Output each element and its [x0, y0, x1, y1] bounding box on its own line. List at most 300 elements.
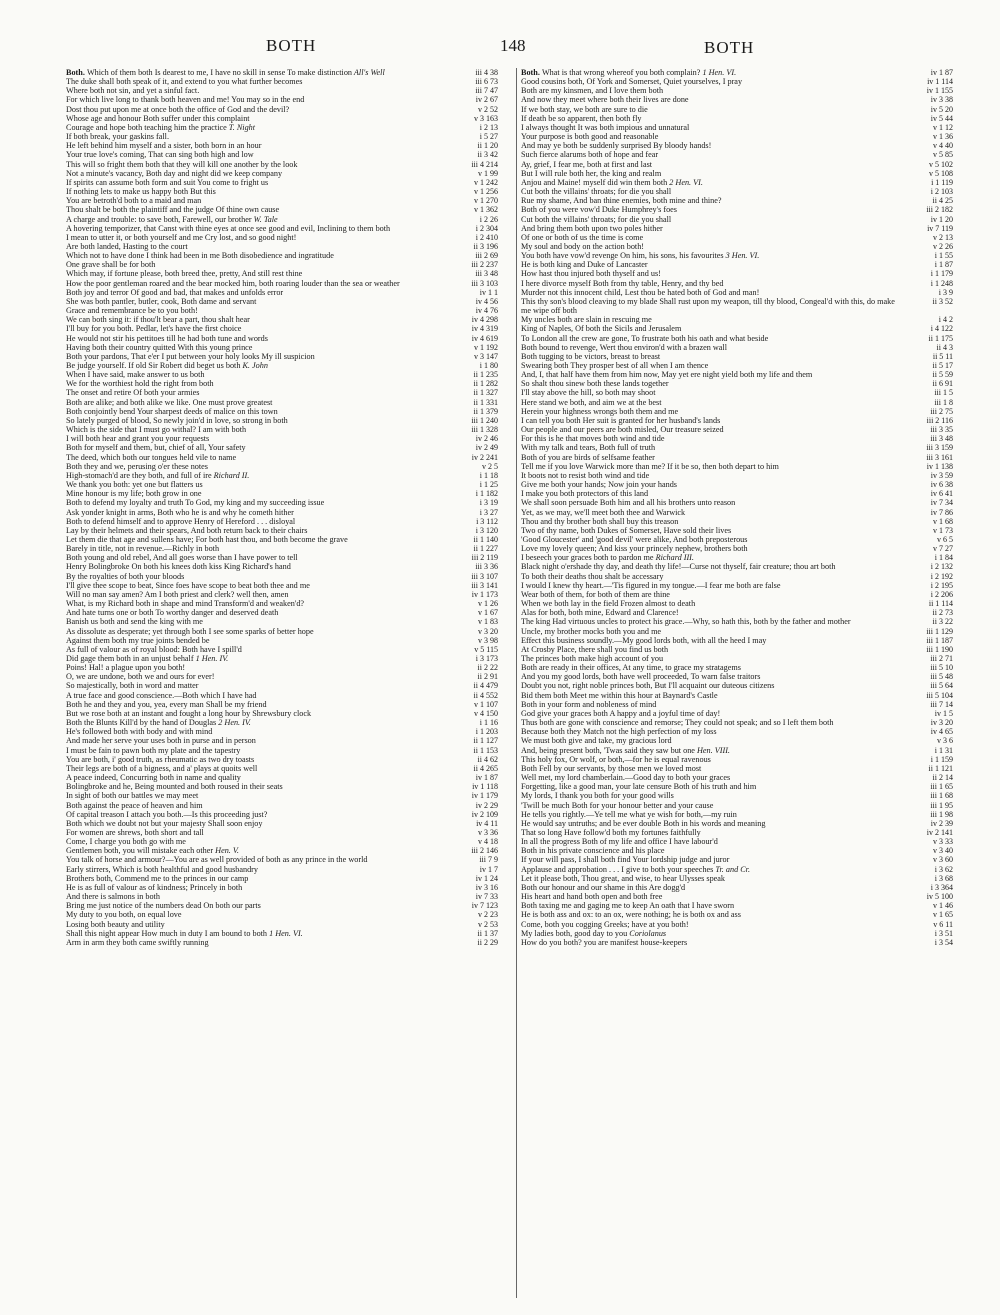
header-left-headword: BOTH — [266, 36, 317, 55]
entry-text: Dost thou put upon me at once both the office of God and the devil? — [66, 104, 290, 114]
entry-text: Both to defend himself and to approve Henry of Hereford . . . disloyal — [66, 516, 296, 526]
concordance-entry — [66, 883, 498, 892]
entry-reference: v 2 26 — [933, 241, 953, 251]
entry-text: Arm in arm they both came swiftly running — [66, 937, 209, 947]
concordance-entry — [521, 215, 953, 224]
entry-reference: ii 5 17 — [932, 361, 953, 370]
concordance-entry — [66, 324, 498, 333]
entry-text: Both in your form and nobleness of mind — [521, 699, 657, 709]
concordance-entry — [521, 489, 953, 498]
entry-reference: iii 3 159 — [926, 443, 953, 453]
entry-text: Your purpose is both good and reasonable — [521, 132, 659, 142]
concordance-entry — [66, 654, 498, 663]
entry-quotation — [66, 572, 450, 581]
entry-text: Which may, if fortune please, both breed thee, pretty, And still rest thine — [66, 269, 303, 279]
entry-quotation — [66, 297, 450, 306]
entry-text: Henry Bolingbroke On both his knees doth kiss King Richard's hand — [66, 562, 291, 572]
entry-reference: iii 2 71 — [930, 654, 953, 663]
entry-reference: v 3 20 — [478, 626, 498, 636]
entry-quotation — [66, 517, 450, 526]
entry-quotation — [521, 746, 905, 755]
entry-quotation — [521, 874, 905, 883]
concordance-entry — [66, 343, 498, 352]
entry-headword: Both. — [66, 68, 87, 77]
concordance-entry — [66, 279, 498, 288]
entry-reference: ii 1 127 — [473, 736, 498, 746]
entry-reference: ii 4 479 — [473, 681, 498, 691]
entry-text: I make you both protectors of this land — [521, 489, 649, 499]
concordance-entry — [521, 746, 953, 755]
concordance-entry — [66, 517, 498, 526]
entry-reference: i 3 68 — [934, 873, 953, 883]
entry-quotation — [521, 801, 905, 810]
entry-text: With my talk and tears, Both full of truth — [521, 443, 656, 453]
entry-reference: ii 3 42 — [477, 150, 498, 160]
entry-quotation — [66, 883, 450, 892]
entry-play-title: T. Night — [226, 122, 256, 132]
entry-reference: ii 5 11 — [932, 351, 953, 361]
concordance-entry — [66, 736, 498, 745]
entry-text: I will both hear and grant you your requests — [66, 434, 210, 444]
entry-quotation — [521, 425, 905, 434]
concordance-entry — [66, 636, 498, 645]
page-number: 148 — [500, 36, 526, 55]
entry-text: Cut both the villains' throats; for die you shall — [521, 214, 672, 224]
concordance-entry — [66, 150, 498, 159]
concordance-entry — [66, 68, 498, 77]
entry-text: Mine honour is my life; both grow in one — [66, 489, 202, 499]
concordance-entry — [521, 462, 953, 471]
entry-quotation — [521, 279, 905, 288]
entry-quotation — [521, 453, 905, 462]
entry-quotation — [66, 709, 450, 718]
entry-reference: i 2 103 — [930, 187, 953, 197]
concordance-entry — [66, 407, 498, 416]
concordance-entry — [521, 700, 953, 709]
entry-quotation — [521, 526, 905, 535]
entry-text: Anjou and Maine! myself did win them both — [521, 177, 668, 187]
concordance-entry — [521, 361, 953, 370]
entry-reference: v 1 12 — [933, 122, 953, 132]
entry-text: And, being present both, 'Twas said they saw but one — [521, 745, 695, 755]
entry-quotation — [521, 114, 905, 123]
entry-quotation — [66, 205, 450, 214]
entry-reference: ii 4 62 — [477, 754, 498, 764]
entry-reference: i 3 51 — [934, 928, 953, 938]
entry-reference: i 1 87 — [934, 260, 953, 270]
entry-reference: v 5 108 — [929, 168, 953, 178]
entry-text: I'll stay above the hill, so both may shoot — [521, 388, 656, 398]
entry-play-title: K. John — [240, 361, 268, 370]
entry-quotation — [521, 388, 905, 397]
entry-reference: ii 4 265 — [473, 763, 498, 773]
entry-reference: ii 1 37 — [477, 928, 498, 938]
concordance-entry — [66, 892, 498, 901]
entry-quotation — [521, 553, 905, 562]
entry-quotation — [521, 462, 905, 471]
entry-quotation — [66, 929, 450, 938]
entry-quotation — [521, 288, 905, 297]
entry-text: Well met, my lord chamberlain.—Good day to both your graces — [521, 773, 731, 783]
entry-reference: iv 5 44 — [930, 113, 953, 123]
concordance-entry — [521, 544, 953, 553]
concordance-entry — [521, 77, 953, 86]
entry-quotation — [521, 398, 905, 407]
concordance-entry — [521, 535, 953, 544]
concordance-entry — [66, 370, 498, 379]
concordance-entry — [66, 828, 498, 837]
entry-reference: iii 2 146 — [471, 846, 498, 856]
entry-text: Both young and old rebel, And all goes worse than I have power to tell — [66, 553, 298, 563]
entry-text: In sight of both our battles we may meet — [66, 791, 199, 801]
concordance-entry — [66, 260, 498, 269]
entry-text: When we both lay in the field Frozen almost to death — [521, 599, 696, 609]
concordance-entry — [521, 297, 953, 315]
concordance-entry — [66, 288, 498, 297]
entry-reference: iii 2 182 — [926, 205, 953, 215]
concordance-entry — [521, 123, 953, 132]
entry-text: He is as full of valour as of kindness; Princely in both — [66, 882, 243, 892]
concordance-entry — [521, 388, 953, 397]
concordance-entry — [66, 141, 498, 150]
concordance-entry — [521, 334, 953, 343]
concordance-entry — [66, 910, 498, 919]
entry-reference: iii 7 47 — [475, 86, 498, 96]
entry-quotation — [521, 736, 905, 745]
entry-reference: iv 7 34 — [930, 498, 953, 508]
entry-quotation — [66, 938, 450, 947]
left-column — [66, 68, 498, 1298]
entry-text: Will no man say amen? Am I both priest and clerk? well then, amen — [66, 589, 289, 599]
concordance-entry — [521, 773, 953, 782]
entry-reference: iv 1 1 — [479, 287, 498, 297]
entry-quotation — [66, 791, 450, 800]
entry-text: Both our honour and our shame in this Are dogg'd — [521, 882, 686, 892]
entry-quotation — [66, 746, 450, 755]
entry-reference: iv 4 11 — [476, 818, 498, 828]
concordance-entry — [66, 425, 498, 434]
entry-reference: v 3 6 — [937, 736, 953, 746]
entry-text: And hate turns one or both To worthy danger and deserved death — [66, 608, 279, 618]
concordance-entry — [521, 68, 953, 77]
entry-text: Such fierce alarums both of hope and fear — [521, 150, 659, 160]
concordance-entry — [521, 691, 953, 700]
entry-reference: i 2 206 — [930, 589, 953, 599]
entry-quotation — [66, 187, 450, 196]
concordance-entry — [66, 709, 498, 718]
entry-quotation — [66, 434, 450, 443]
concordance-entry — [66, 920, 498, 929]
concordance-entry — [66, 727, 498, 736]
entry-quotation — [521, 562, 905, 571]
entry-reference: ii 3 52 — [932, 296, 953, 306]
entry-text: My lords, I thank you both for your good wills — [521, 791, 674, 801]
entry-quotation — [521, 187, 905, 196]
entry-text: My soul and body on the action both! — [521, 241, 645, 251]
entry-reference: i 1 159 — [930, 754, 953, 764]
entry-quotation — [66, 169, 450, 178]
entry-reference: iv 6 38 — [930, 480, 953, 490]
concordance-entry — [66, 480, 498, 489]
concordance-entry — [521, 443, 953, 452]
concordance-entry — [521, 526, 953, 535]
entry-text: I here divorce myself Both from thy table, Henry, and thy bed — [521, 278, 724, 288]
concordance-entry — [521, 855, 953, 864]
entry-reference: v 4 40 — [933, 141, 953, 151]
entry-text: I'll buy for you both. Pedlar, let's have the first choice — [66, 324, 242, 334]
entry-text: She was both pantler, butler, cook, Both dame and servant — [66, 296, 257, 306]
entry-text: As dissolute as desperate; yet through both I see some sparks of better hope — [66, 626, 314, 636]
entry-quotation — [66, 828, 450, 837]
concordance-entry — [521, 517, 953, 526]
entry-text: If spirits can assume both form and suit You come to fright us — [66, 177, 269, 187]
entry-quotation — [521, 77, 905, 86]
entry-quotation — [521, 718, 905, 727]
concordance-entry — [66, 306, 498, 315]
entry-text: Alas for both, both mine, Edward and Clarence! — [521, 608, 679, 618]
entry-reference: iii 3 141 — [471, 580, 498, 590]
entry-quotation — [521, 764, 905, 773]
entry-quotation — [521, 819, 905, 828]
entry-text: We shall soon persuade Both him and all his brothers unto reason — [521, 498, 736, 508]
entry-reference: iii 7 14 — [930, 699, 953, 709]
entry-text: So lately purged of blood, So newly join'd in love, so strong in both — [66, 415, 288, 425]
entry-reference: iv 4 65 — [930, 727, 953, 737]
concordance-entry — [521, 645, 953, 654]
entry-reference: iii 3 161 — [926, 452, 953, 462]
concordance-entry — [66, 315, 498, 324]
entry-text: Give me both your hands; Now join your hands — [521, 480, 677, 490]
entry-text: Thou shalt be both the plaintiff and the judge Of thine own cause — [66, 205, 280, 215]
entry-quotation — [521, 581, 905, 590]
entry-reference: i 4 122 — [930, 324, 953, 334]
entry-text: Both your pardons, That e'er I put between your holy looks My ill suspicion — [66, 351, 315, 361]
entry-reference: iii 1 8 — [934, 397, 953, 407]
entry-quotation — [66, 764, 450, 773]
concordance-entry — [66, 498, 498, 507]
entry-quotation — [521, 480, 905, 489]
entry-reference: iii 2 69 — [475, 251, 498, 261]
concordance-entry — [521, 105, 953, 114]
entry-reference: ii 1 175 — [928, 333, 953, 343]
entry-quotation — [521, 416, 905, 425]
concordance-entry — [66, 700, 498, 709]
entry-text: Their legs are both of a bigness, and a' plays at quoits well — [66, 763, 258, 773]
entry-reference: v 1 192 — [474, 342, 498, 352]
entry-text: If both break, your gaskins fall. — [66, 132, 169, 142]
concordance-entry — [521, 178, 953, 187]
entry-reference: iv 2 109 — [471, 809, 498, 819]
entry-reference: iii 1 65 — [930, 782, 953, 792]
entry-text: God give your graces both A happy and a joyful time of day! — [521, 708, 721, 718]
entry-reference: v 1 26 — [478, 599, 498, 609]
entry-text: But we rose both at an instant and fought a long hour by Shrewsbury clock — [66, 708, 312, 718]
entry-text: Tell me if you love Warwick more than me? If it be so, then both depart to him — [521, 461, 779, 471]
entry-reference: iii 5 48 — [930, 672, 953, 682]
entry-reference: iv 2 241 — [471, 452, 498, 462]
entry-text: Come, both you cogging Greeks; have at you both! — [521, 919, 689, 929]
entry-reference: iii 6 73 — [475, 77, 498, 87]
entry-quotation — [521, 691, 905, 700]
entry-text: Black night o'ershade thy day, and death thy life!—Curse not thyself, fair creature; thou art both — [521, 562, 836, 572]
concordance-entry — [521, 114, 953, 123]
entry-text: Gentlemen both, you will mistake each other — [66, 846, 214, 856]
concordance-entry — [66, 462, 498, 471]
entry-quotation — [66, 68, 450, 77]
concordance-entry — [521, 572, 953, 581]
entry-quotation — [66, 810, 450, 819]
concordance-entry — [66, 819, 498, 828]
entry-quotation — [66, 718, 450, 727]
concordance-entry — [66, 572, 498, 581]
entry-text: And now they meet where both their lives are done — [521, 95, 689, 105]
concordance-entry — [521, 846, 953, 855]
entry-reference: ii 1 327 — [473, 388, 498, 398]
concordance-entry — [66, 865, 498, 874]
entry-quotation — [66, 846, 450, 855]
concordance-entry — [66, 169, 498, 178]
entry-reference: i 5 27 — [479, 132, 498, 142]
entry-text: Applause and approbation . . . I give to both your speeches — [521, 864, 714, 874]
entry-text: And may ye both be suddenly surprised By bloody hands! — [521, 141, 712, 151]
entry-quotation — [66, 269, 450, 278]
entry-reference: iv 5 100 — [926, 892, 953, 902]
entry-text: I beseech your graces both to pardon me — [521, 553, 654, 563]
concordance-entry — [521, 141, 953, 150]
entry-quotation — [521, 663, 905, 672]
concordance-entry — [521, 224, 953, 233]
entry-reference: v 3 163 — [474, 113, 498, 123]
entry-text: Both in his private conscience and his place — [521, 846, 665, 856]
concordance-entry — [66, 160, 498, 169]
concordance-entry — [66, 105, 498, 114]
entry-text: Of one or both of us the time is come — [521, 232, 644, 242]
entry-text: Two of thy name, both Dukes of Somerset, Have sold their lives — [521, 525, 732, 535]
entry-quotation — [66, 95, 450, 104]
concordance-entry — [521, 663, 953, 672]
concordance-entry — [521, 407, 953, 416]
entry-quotation — [521, 837, 905, 846]
entry-text: In all the progress Both of my life and office I have labour'd — [521, 837, 718, 847]
entry-text: Good cousins both, Of York and Somerset, Quiet yourselves, I pray — [521, 77, 743, 87]
entry-quotation — [66, 462, 450, 471]
entry-quotation — [66, 416, 450, 425]
entry-text: Both he and they and you, yea, every man Shall be my friend — [66, 699, 267, 709]
entry-quotation — [66, 663, 450, 672]
entry-quotation — [521, 929, 905, 938]
entry-quotation — [521, 855, 905, 864]
concordance-entry — [66, 810, 498, 819]
entry-text: Love my lovely queen; And kiss your princely nephew, brothers both — [521, 544, 748, 554]
entry-quotation — [66, 801, 450, 810]
concordance-entry — [66, 553, 498, 562]
entry-reference: iii 2 237 — [471, 260, 498, 270]
entry-text: He would not stir his pettitoes till he had both tune and words — [66, 333, 268, 343]
entry-text: So shalt thou sinew both these lands together — [521, 379, 669, 389]
entry-text: 'Twill be much Both for your honour better and your cause — [521, 800, 714, 810]
entry-reference: i 1 31 — [934, 745, 953, 755]
entry-text: Both they and we, perusing o'er these notes — [66, 461, 208, 471]
entry-reference: iv 1 155 — [926, 86, 953, 96]
entry-quotation — [66, 736, 450, 745]
concordance-entry — [521, 471, 953, 480]
header-right-headword: BOTH — [704, 38, 755, 57]
entry-reference: ii 1 235 — [473, 370, 498, 380]
entry-reference: iii 3 36 — [475, 562, 498, 572]
entry-play-title: 1 Hen. VI. — [267, 928, 303, 938]
concordance-entry — [521, 205, 953, 214]
concordance-entry — [521, 425, 953, 434]
entry-text: I can tell you both Her suit is granted for her husband's lands — [521, 415, 721, 425]
entry-text: Ay, grief, I fear me, both at first and last — [521, 159, 653, 169]
entry-play-title: Coriolanus — [627, 928, 667, 938]
entry-text: I mean to utter it, or both yourself and me Cry lost, and so good night! — [66, 232, 297, 242]
entry-reference: v 3 33 — [933, 837, 953, 847]
concordance-entry — [66, 114, 498, 123]
entry-text: How do you both? you are manifest house-keepers — [521, 937, 688, 947]
concordance-entry — [66, 581, 498, 590]
entry-text: Both against the peace of heaven and him — [66, 800, 203, 810]
entry-text: He is both king and Duke of Lancaster — [521, 260, 648, 270]
entry-quotation — [521, 617, 905, 626]
entry-quotation — [521, 160, 905, 169]
entry-quotation — [66, 178, 450, 187]
entry-text: Both of you are birds of selfsame feather — [521, 452, 655, 462]
concordance-entry — [521, 865, 953, 874]
entry-quotation — [66, 874, 450, 883]
page-header — [70, 36, 970, 60]
entry-quotation — [66, 233, 450, 242]
concordance-entry — [66, 773, 498, 782]
concordance-entry — [521, 608, 953, 617]
concordance-entry — [66, 416, 498, 425]
entry-reference: iv 2 67 — [475, 95, 498, 105]
entry-text: We can both sing it: if thou'lt bear a part, thou shalt hear — [66, 315, 250, 325]
entry-reference: iv 2 39 — [930, 818, 953, 828]
entry-quotation — [521, 791, 905, 800]
entry-reference: iv 7 123 — [471, 901, 498, 911]
concordance-entry — [66, 86, 498, 95]
entry-reference: iv 3 59 — [930, 470, 953, 480]
entry-quotation — [66, 700, 450, 709]
entry-quotation — [521, 269, 905, 278]
entry-reference: v 1 362 — [474, 205, 498, 215]
entry-play-title: W. Tale — [251, 214, 278, 224]
entry-quotation — [521, 343, 905, 352]
entry-text: For women are shrews, both short and tall — [66, 827, 204, 837]
entry-text: Both the Blunts Kill'd by the hand of Douglas — [66, 718, 217, 728]
entry-text: We thank you both: yet one but flatters us — [66, 480, 203, 490]
entry-quotation — [521, 508, 905, 517]
concordance-entry — [66, 801, 498, 810]
entry-reference: i 1 18 — [479, 470, 498, 480]
entry-reference: v 6 11 — [933, 919, 953, 929]
entry-quotation — [521, 489, 905, 498]
entry-text: Both are my kinsmen, and I love them both — [521, 86, 664, 96]
entry-quotation — [521, 517, 905, 526]
concordance-entry — [521, 718, 953, 727]
entry-quotation — [66, 837, 450, 846]
entry-text: He is both ass and ox: to an ox, were nothing; he is both ox and ass — [521, 910, 741, 920]
entry-quotation — [521, 901, 905, 910]
concordance-entry — [66, 388, 498, 397]
entry-text: He's followed both with body and with mind — [66, 727, 213, 737]
concordance-entry — [521, 508, 953, 517]
entry-reference: iv 2 49 — [475, 443, 498, 453]
entry-text: And bring them both upon two poles hither — [521, 223, 663, 233]
entry-text: Effect this business soundly.—My good lords both, with all the heed I may — [521, 635, 767, 645]
entry-reference: v 5 102 — [929, 159, 953, 169]
